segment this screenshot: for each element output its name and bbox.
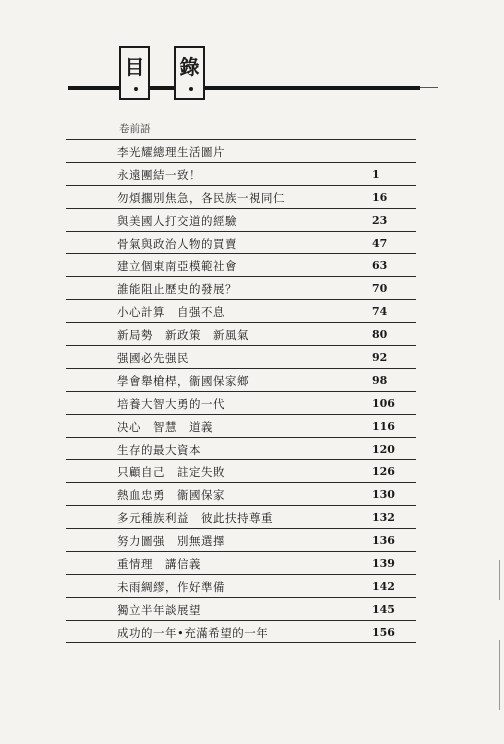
toc-row[interactable] (66, 368, 416, 391)
toc-title: 多元種族利益 彼此扶持尊重 (117, 511, 273, 526)
toc-page: 120 (372, 442, 395, 456)
title-box-1 (119, 46, 150, 100)
toc-page: 136 (372, 534, 395, 548)
page-edge-mark (499, 560, 500, 600)
toc-row[interactable] (66, 139, 416, 162)
toc-title: 小心計算 自强不息 (117, 305, 225, 320)
toc-row[interactable] (66, 620, 416, 643)
toc-title: 努力圖强 別無選擇 (117, 534, 225, 549)
toc-row[interactable] (66, 505, 416, 528)
toc-page: 92 (372, 351, 388, 365)
toc-page: 16 (372, 190, 388, 204)
toc-row[interactable] (66, 391, 416, 414)
title-dot-2 (189, 87, 193, 91)
toc-page: 116 (372, 419, 395, 433)
title-char-2: 錄 (179, 55, 200, 79)
toc-row[interactable] (66, 459, 416, 482)
toc-title: 成功的一年•充滿希望的一年 (117, 625, 269, 640)
toc-title: 永遠團結一致！ (117, 167, 201, 182)
toc-page: 130 (372, 488, 395, 502)
toc-page: 63 (372, 259, 388, 273)
toc-title: 未雨綢繆，作好準備 (117, 579, 225, 594)
toc-title: 誰能阻止歷史的發展？ (117, 282, 237, 297)
toc-row[interactable] (66, 253, 416, 276)
toc-row[interactable] (66, 276, 416, 299)
toc-title: 骨氣與政治人物的買賣 (117, 236, 237, 251)
toc-row[interactable] (66, 551, 416, 574)
table-of-contents (66, 139, 416, 643)
toc-row[interactable] (66, 414, 416, 437)
toc-title: 培養大智大勇的一代 (117, 396, 225, 411)
toc-row[interactable] (66, 299, 416, 322)
title-box-2 (174, 46, 205, 100)
toc-page: 70 (372, 282, 388, 296)
title-char-1: 目 (124, 55, 145, 79)
toc-row[interactable] (66, 574, 416, 597)
toc-title: 强國必先强民 (117, 351, 189, 366)
toc-page: 145 (372, 602, 395, 616)
toc-title: 重情理 講信義 (117, 557, 201, 572)
toc-title: 獨立半年談展望 (117, 602, 201, 617)
toc-title: 只顧自己 註定失敗 (117, 465, 225, 480)
toc-page: 23 (372, 213, 388, 227)
toc-page: 132 (372, 511, 395, 525)
title-dot-1 (134, 87, 138, 91)
toc-title: 勿煩擱別焦急，各民族一視同仁 (117, 190, 285, 205)
toc-title: 李光耀總理生活圖片 (117, 145, 225, 159)
toc-page: 74 (372, 305, 388, 319)
toc-title: 决心 智慧 道義 (117, 419, 213, 434)
toc-page: 142 (372, 579, 395, 593)
toc-title: 學會舉槍桿，衞國保家鄉 (117, 373, 249, 388)
preface-label: 卷前語 (119, 123, 151, 135)
toc-row[interactable] (66, 345, 416, 368)
toc-row[interactable] (66, 437, 416, 460)
toc-title: 與美國人打交道的經驗 (117, 213, 237, 228)
toc-page: 156 (372, 625, 395, 639)
toc-page: 47 (372, 236, 388, 250)
toc-row[interactable] (66, 322, 416, 345)
header-rule-tail (420, 87, 438, 88)
toc-row[interactable] (66, 185, 416, 208)
toc-row[interactable] (66, 231, 416, 254)
page-edge-mark (499, 640, 500, 710)
toc-page: 80 (372, 328, 388, 342)
toc-title: 新局勢 新政策 新風氣 (117, 328, 249, 343)
toc-page: 1 (372, 167, 380, 181)
toc-title: 生存的最大資本 (117, 442, 201, 457)
toc-page: 98 (372, 373, 388, 387)
toc-row[interactable] (66, 597, 416, 620)
toc-row[interactable] (66, 162, 416, 185)
toc-row[interactable] (66, 528, 416, 551)
toc-title: 建立個東南亞模範社會 (117, 259, 237, 274)
toc-row[interactable] (66, 208, 416, 231)
toc-page: 126 (372, 465, 395, 479)
toc-row[interactable] (66, 482, 416, 505)
toc-title: 熱血忠勇 衞國保家 (117, 488, 225, 503)
toc-page: 139 (372, 557, 395, 571)
toc-page: 106 (372, 396, 395, 410)
